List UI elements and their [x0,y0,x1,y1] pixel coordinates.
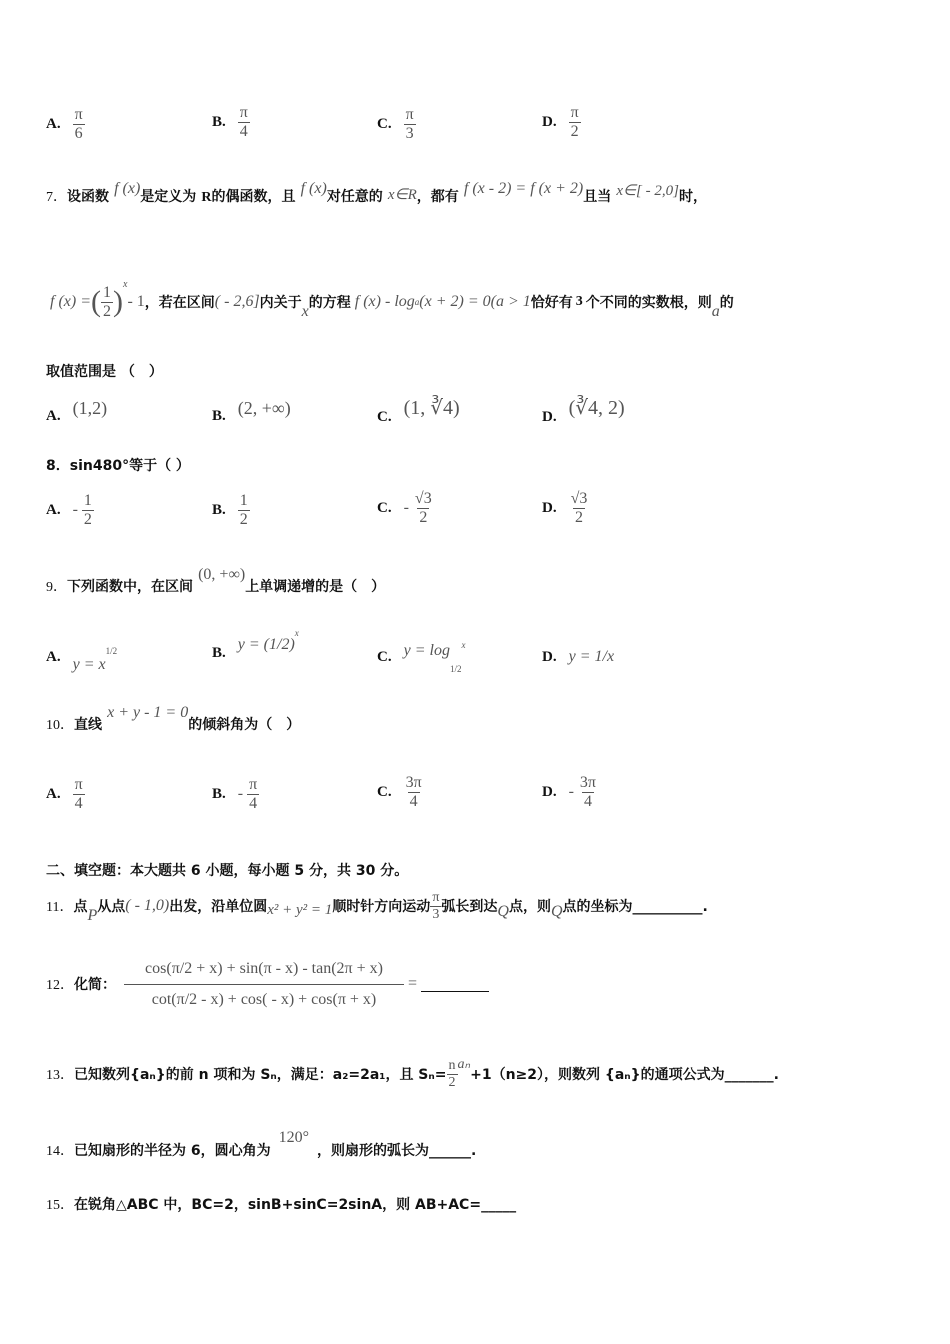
fraction: $\frac{\pi}{4}$ [239,104,248,140]
q8-option-b[interactable]: B. $\frac{1}{2}$ [212,492,248,528]
fraction: $\frac{1}{2}$ [103,283,111,320]
q10-option-a[interactable]: A. $\frac{\pi}{4}$ [46,776,83,812]
q6-option-a[interactable] [46,106,85,142]
q11: 11． 点 P 从点 ( - 1,0) 出发，沿单位圆 x² + y² = 1 顺时针方向运动 $\frac{\pi}{3}$ 弧长到达 Q 点，则 Q 点的坐标为__________. [46,890,708,924]
q6-option-d[interactable] [542,104,581,140]
q7-line-2: f (x) = ( $\frac{1}{2}$ ) x - 1 ，若在区间 ( - 2,6] 内关于 x 的方程 f (x) - log a (x + 2) = 0(a > 1 恰好有 3 个不同的实数根，则 a 的 [50,278,734,320]
big-fraction: $\frac{\cos(\pi/2 + x) + \sin(\pi - x) - \tan(2\pi + x)}{\cot(\pi/2 - x) + \cos( - x) + \cos(\pi + x)}$ [124,954,404,1014]
fraction: $\frac{\pi}{3}$ [432,890,440,922]
q7-option-a[interactable]: A. (1,2) [46,398,108,424]
section-heading: 二、填空题：本大题共 6 小题，每小题 5 分，共 30 分。 [46,863,409,879]
q15: 15．在锐角△ABC 中，BC=2，sinB+sinC=2sinA，则 AB+AC=_____ [46,1197,517,1213]
q10-option-d[interactable]: D. - $\frac{3\pi}{4}$ [542,774,596,810]
option-label: B. [212,113,226,130]
fraction: $\frac{\pi}{2}$ [570,104,579,140]
q12: 12． 化简： $\frac{\cos(\pi/2 + x) + \sin(\pi - x) - \tan(2\pi + x)}{\cot(\pi/2 - x) + \cos( - x) + \cos(\pi + x)}$ = [46,944,489,1024]
q10-option-b[interactable]: B. - $\frac{\pi}{4}$ [212,776,258,812]
option-label: C. [377,115,392,132]
q8-stem: 8．sin480°等于（ ） [46,458,190,474]
q8-option-c[interactable]: C. - $\frac{√3}{2}$ [377,490,432,526]
q8-option-d[interactable]: D. $\frac{√3}{2}$ [542,490,588,526]
q6-option-c[interactable] [377,106,416,142]
q9-stem: 9．下列函数中，在区间 (0, +∞)上单调递增的是（ ） [46,566,386,595]
fraction: $\frac{n}{2}$ [448,1058,456,1090]
option-label: D. [542,113,557,130]
fraction: $\frac{\pi}{4}$ [74,776,83,812]
q9-option-a[interactable]: A. y = x $^{1/2}$ [46,646,118,673]
q7-option-b[interactable]: B. (2, +∞) [212,398,291,424]
fraction: $\frac{3\pi}{4}$ [579,774,596,810]
q7-option-c[interactable]: C. (1, ∛4) [377,397,460,425]
q10-stem: 10．直线 x + y - 1 = 0的倾斜角为（ ） [46,704,301,733]
fraction: $\frac{\pi}{4}$ [249,776,258,812]
fraction: $\frac{3\pi}{4}$ [405,774,422,810]
q13: 13． 已知数列{aₙ}的前 n 项和为 Sₙ，满足：a₂=2a₁，且 Sₙ= $\frac{n}{2}$ aₙ +1（n≥2），则数列 {aₙ}的通项公式为_______. [46,1056,779,1090]
q9-option-b[interactable]: B. y = (1/2) $^x$ [212,628,299,661]
q14: 14． 已知扇形的半径为 6，圆心角为 120° ，则扇形的弧长为______. [46,1129,477,1159]
q7-line-1: 7．设函数 f (x)是定义为 R的偶函数，且 f (x)对任意的 x∈R，都有 f (x - 2) = f (x + 2)且当 x∈[ - 2,0]时， [46,180,707,205]
q9-option-d[interactable]: D. y = 1/x [542,648,615,665]
answer-blank[interactable] [421,977,489,992]
q7-line-3: 取值范围是 （ ） [46,364,163,380]
fraction: $\frac{√3}{2}$ [414,490,432,526]
q10-option-c[interactable]: C. $\frac{3\pi}{4}$ [377,774,422,810]
q8-option-a[interactable]: A. - $\frac{1}{2}$ [46,492,92,528]
q9-option-c[interactable]: C. y = log $_{1/2}$ $^x$ [377,640,466,674]
fraction: $\frac{√3}{2}$ [570,490,588,526]
fraction: $\frac{\pi}{3}$ [405,106,414,142]
q7-option-d[interactable]: D. (∛4, 2) [542,397,625,425]
fraction: $\frac{\pi}{6}$ [74,106,83,142]
fraction: $\frac{1}{2}$ [239,492,248,528]
q6-option-b[interactable] [212,104,250,140]
option-label: A. [46,115,61,132]
fraction: $\frac{1}{2}$ [83,492,92,528]
